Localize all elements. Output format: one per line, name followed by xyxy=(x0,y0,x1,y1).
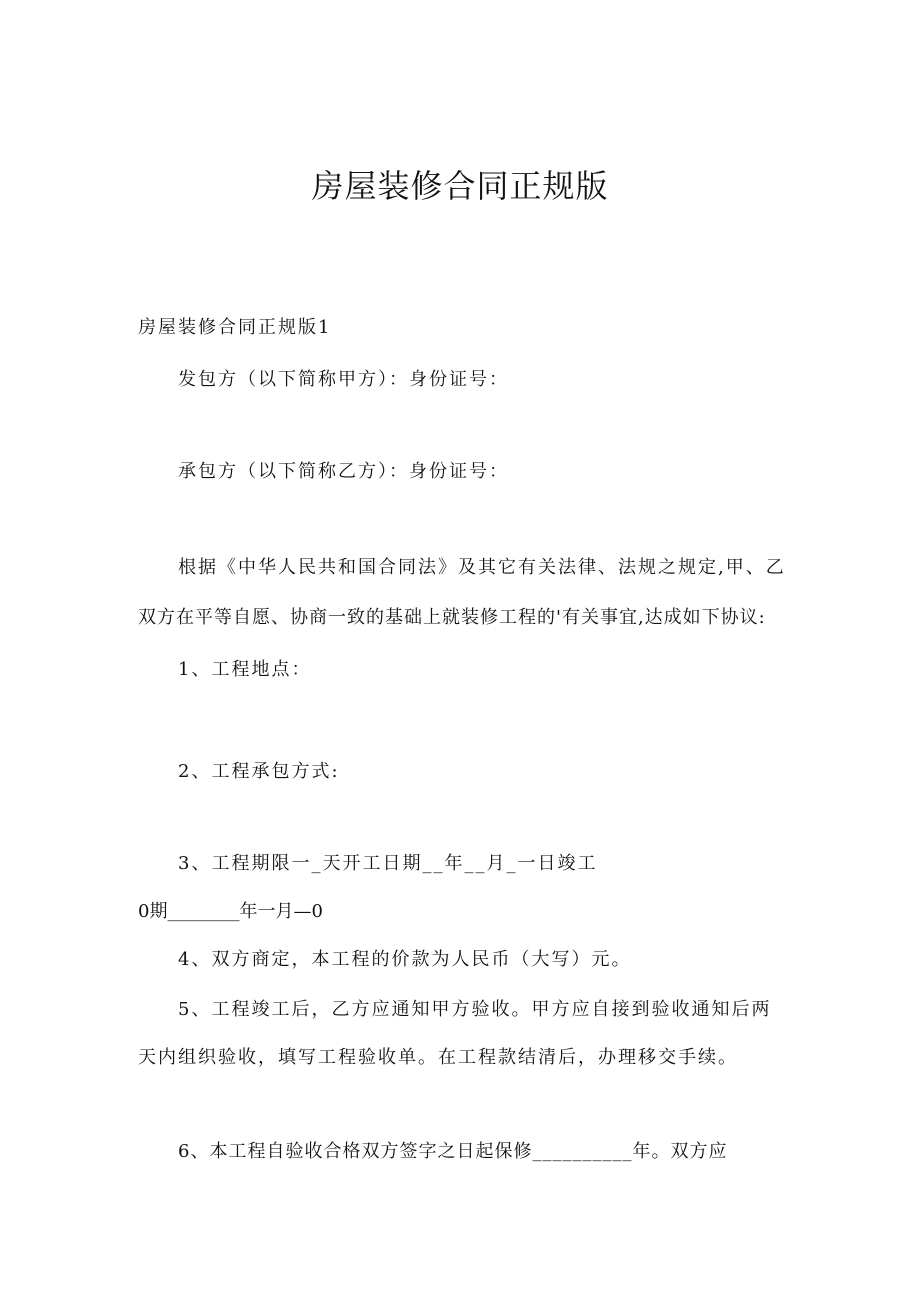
clause-3-line-1: 3、工程期限一_天开工日期__年__月_一日竣工 xyxy=(178,853,598,874)
document-title: 房屋装修合同正规版 xyxy=(311,167,609,205)
clause-3-line-2: 0期________年一月—0 xyxy=(138,901,323,922)
clause-4: 4、双方商定，本工程的价款为人民币（大写）元。 xyxy=(178,949,632,970)
party-b-line: 承包方（以下简称乙方）：身份证号： xyxy=(178,461,509,482)
clause-5-line-1: 5、工程竣工后，乙方应通知甲方验收。甲方应自接到验收通知后两 xyxy=(178,999,772,1020)
party-a-line: 发包方（以下简称甲方）：身份证号： xyxy=(178,369,509,390)
clause-6-line-1: 6、本工程自验收合格双方签字之日起保修__________年。双方应 xyxy=(178,1141,728,1162)
basis-paragraph-line-2: 双方在平等自愿、协商一致的基础上就装修工程的'有关事宜,达成如下协议: xyxy=(138,607,766,628)
clause-1: 1、工程地点： xyxy=(178,659,312,680)
document-subtitle: 房屋装修合同正规版1 xyxy=(138,317,332,338)
clause-5-line-2: 天内组织验收，填写工程验收单。在工程款结清后，办理移交手续。 xyxy=(138,1047,738,1068)
basis-paragraph-line-1: 根据《中华人民共和国合同法》及其它有关法律、法规之规定,甲、乙 xyxy=(178,557,786,578)
clause-2: 2、工程承包方式: xyxy=(178,761,340,782)
